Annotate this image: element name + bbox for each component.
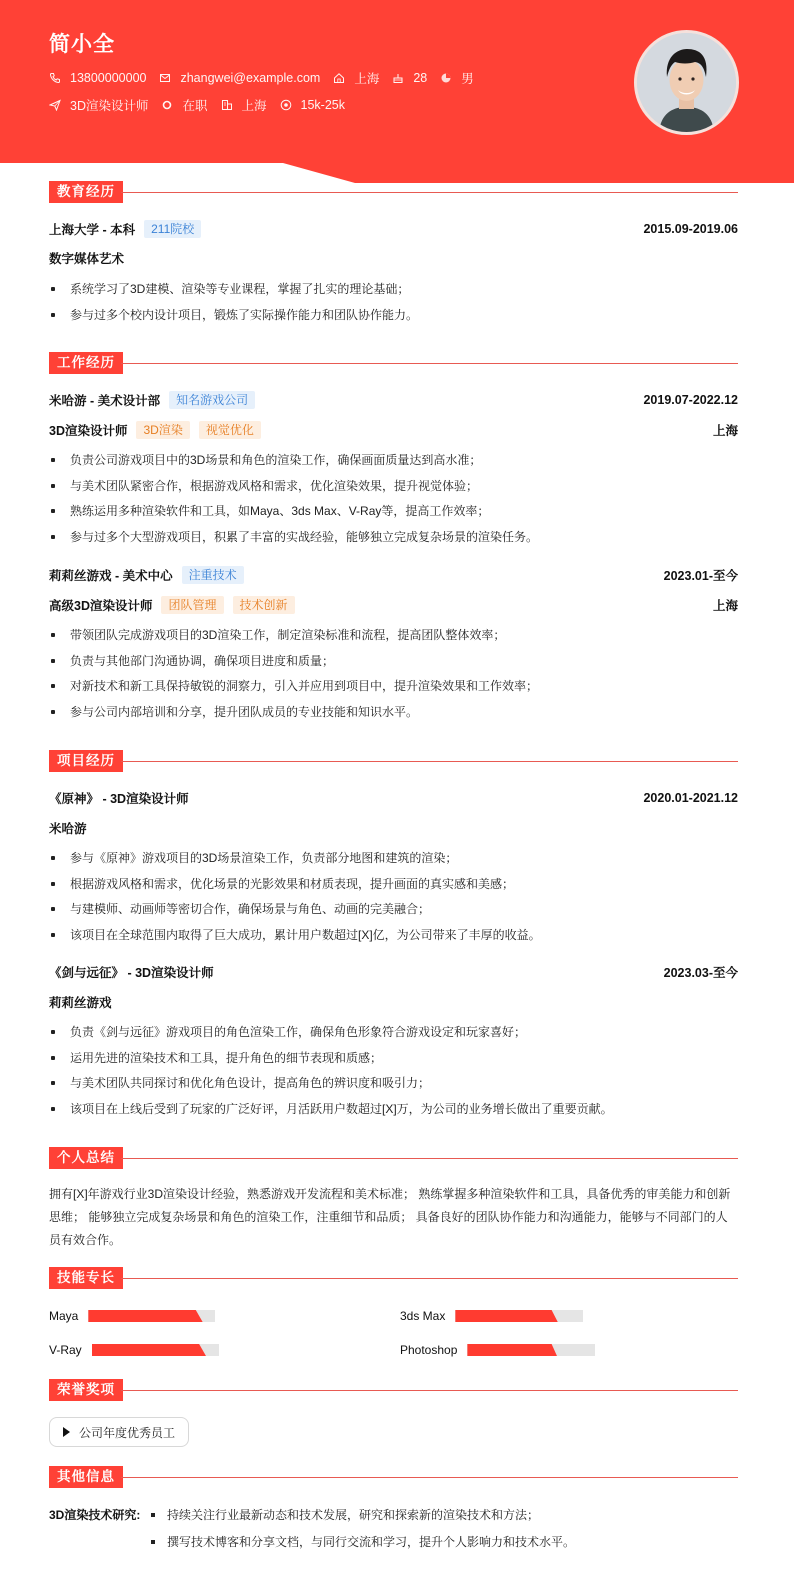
job-bullets <box>49 625 738 727</box>
email-item <box>159 71 320 85</box>
building-icon <box>221 99 233 111</box>
job-position-row <box>49 420 738 440</box>
project-date: 2023.03-至今 <box>663 966 738 980</box>
list-item: 该项目在全球范围内取得了巨大成功，累计用户数超过[X]亿，为公司带来了丰厚的收益。 <box>49 925 738 951</box>
summary-section <box>49 1147 738 1257</box>
work-city-text: 上海 <box>241 99 267 113</box>
list-item: 参与过多个大型游戏项目，积累了丰富的实战经验，能够独立完成复杂场景的渲染任务。 <box>49 527 738 553</box>
gender-item <box>440 69 474 87</box>
skill-vray <box>49 1342 219 1358</box>
school-tag: 211院校 <box>144 220 201 238</box>
skill-maya <box>49 1308 215 1324</box>
major-row <box>49 248 738 268</box>
company-name: 米哈游 - 美术设计部 <box>49 394 161 408</box>
phone-text: 13800000000 <box>70 71 147 85</box>
skill-name: Photoshop <box>400 1343 458 1357</box>
honors-section <box>49 1379 738 1454</box>
education-date: 2015.09-2019.06 <box>643 222 738 236</box>
project-name: 《原神》 - 3D渲染设计师 <box>49 792 189 806</box>
project-header-row <box>49 788 738 808</box>
list-item: 持续关注行业最新动态和技术发展，研究和探索新的渲染技术和方法； <box>149 1505 575 1532</box>
candidate-name: 简小全 <box>49 33 115 56</box>
gender-icon <box>440 72 452 84</box>
section-title: 项目经历 <box>49 750 123 772</box>
skill-bar <box>467 1344 595 1356</box>
section-heading <box>49 1466 738 1488</box>
skill-tag: 3D渲染 <box>136 421 189 439</box>
project-bullets <box>49 1022 738 1124</box>
skill-bar <box>88 1310 215 1322</box>
phone-icon <box>49 72 61 84</box>
education-section <box>49 181 738 331</box>
skill-name: V-Ray <box>49 1343 82 1357</box>
projects-section <box>49 750 738 1130</box>
other-info-label: 3D渲染技术研究: <box>49 1508 141 1522</box>
list-item: 参与公司内部培训和分享，提升团队成员的专业技能和知识水平。 <box>49 702 738 728</box>
section-heading <box>49 1267 738 1289</box>
project-company: 米哈游 <box>49 822 87 836</box>
education-row <box>49 219 738 239</box>
skill-bar-fill <box>88 1310 202 1322</box>
section-title: 工作经历 <box>49 352 123 374</box>
skill-tag: 视觉优化 <box>199 421 261 439</box>
job-date: 2019.07-2022.12 <box>643 393 738 407</box>
project-company-row <box>49 992 738 1012</box>
skill-bar <box>92 1344 219 1356</box>
home-icon <box>333 72 345 84</box>
list-item: 参与《原神》游戏项目的3D场景渲染工作，负责部分地图和建筑的渲染； <box>49 848 738 874</box>
section-divider <box>121 1477 738 1478</box>
other-info-bullets <box>149 1505 575 1559</box>
company-tag: 注重技术 <box>182 566 244 584</box>
job-header-row <box>49 565 738 585</box>
section-title: 个人总结 <box>49 1147 123 1169</box>
section-divider <box>121 192 738 193</box>
education-bullets <box>49 279 738 330</box>
skill-bar-fill <box>92 1344 206 1356</box>
job-bullets <box>49 450 738 552</box>
salary-text: 15k-25k <box>300 98 345 112</box>
list-item: 负责《剑与远征》游戏项目的角色渲染工作，确保角色形象符合游戏设定和玩家喜好； <box>49 1022 738 1048</box>
age-item <box>392 71 427 85</box>
list-item: 运用先进的渲染技术和工具，提升角色的细节表现和质感； <box>49 1048 738 1074</box>
summary-text: 拥有[X]年游戏行业3D渲染设计经验，熟悉游戏开发流程和美术标准； 熟练掌握多种渲染软件和工具，具备优秀的审美能力和创新思维； 能够独立完成复杂场景和角色的渲染工作，注重细节和品质； 具备良好的团队协作能力和沟通能力，能够与不同部门的人员有效合作。 <box>49 1187 731 1247</box>
skill-bar <box>455 1310 583 1322</box>
job-date: 2023.01-至今 <box>663 569 738 583</box>
city-item <box>333 69 379 87</box>
company-tag: 知名游戏公司 <box>169 391 255 409</box>
section-title: 技能专长 <box>49 1267 123 1289</box>
mail-icon <box>159 72 171 84</box>
skill-bar-fill <box>467 1344 557 1356</box>
position-item <box>49 96 148 114</box>
gender-text: 男 <box>461 72 474 86</box>
list-item: 对新技术和新工具保持敏锐的洞察力，引入并应用到项目中，提升渲染效果和工作效率； <box>49 676 738 702</box>
award-text: 公司年度优秀员工 <box>79 1425 176 1440</box>
skill-tag: 技术创新 <box>233 596 295 614</box>
section-heading <box>49 352 738 374</box>
play-icon <box>63 1427 70 1437</box>
list-item: 带领团队完成游戏项目的3D渲染工作，制定渲染标准和流程，提高团队整体效率； <box>49 625 738 651</box>
award-item[interactable] <box>49 1417 189 1447</box>
section-divider <box>121 1278 738 1279</box>
school-name: 上海大学 - 本科 <box>49 223 136 237</box>
contact-row <box>49 69 487 87</box>
skill-3dsmax <box>400 1308 583 1324</box>
salary-item <box>280 98 345 112</box>
project-company-row <box>49 818 738 838</box>
salary-icon <box>280 99 292 111</box>
list-item: 参与过多个校内设计项目，锻炼了实际操作能力和团队协作能力。 <box>49 305 738 331</box>
list-item: 负责公司游戏项目中的3D场景和角色的渲染工作，确保画面质量达到高水准； <box>49 450 738 476</box>
section-title: 教育经历 <box>49 181 123 203</box>
job-intent-row <box>49 96 358 114</box>
section-divider <box>121 1390 738 1391</box>
company-name: 莉莉丝游戏 - 美术中心 <box>49 569 173 583</box>
avatar-photo <box>637 33 736 132</box>
list-item: 该项目在上线后受到了玩家的广泛好评，月活跃用户数超过[X]万，为公司的业务增长做出了重要贡献。 <box>49 1099 738 1125</box>
position-text: 3D渲染设计师 <box>70 99 149 113</box>
section-heading <box>49 181 738 203</box>
skill-name: 3ds Max <box>400 1309 446 1323</box>
phone-item <box>49 71 146 85</box>
skill-name: Maya <box>49 1309 79 1323</box>
resume-header <box>0 0 794 184</box>
skill-tag: 团队管理 <box>161 596 223 614</box>
skill-bar-fill <box>455 1310 557 1322</box>
job-position-row <box>49 595 738 615</box>
job-location: 上海 <box>712 424 738 438</box>
skills-section <box>49 1267 738 1367</box>
list-item: 负责与其他部门沟通协调，确保项目进度和质量； <box>49 651 738 677</box>
avatar <box>634 30 739 135</box>
list-item: 与建模师、动画师等密切合作，确保场景与角色、动画的完美融合； <box>49 899 738 925</box>
section-heading <box>49 750 738 772</box>
section-title: 其他信息 <box>49 1466 123 1488</box>
list-item: 根据游戏风格和需求，优化场景的光影效果和材质表现，提升画面的真实感和美感； <box>49 874 738 900</box>
list-item: 撰写技术博客和分享文档，与同行交流和学习，提升个人影响力和技术水平。 <box>149 1532 575 1559</box>
work-section <box>49 352 738 732</box>
section-divider <box>121 761 738 762</box>
city-text: 上海 <box>354 72 380 86</box>
section-divider <box>121 1158 738 1159</box>
list-item: 与美术团队共同探讨和优化角色设计，提高角色的辨识度和吸引力； <box>49 1073 738 1099</box>
major-name: 数字媒体艺术 <box>49 252 125 266</box>
section-heading <box>49 1147 738 1169</box>
section-heading <box>49 1379 738 1401</box>
list-item: 与美术团队紧密合作，根据游戏风格和需求，优化渲染效果，提升视觉体验； <box>49 476 738 502</box>
work-city-item <box>221 96 267 114</box>
other-section <box>49 1466 738 1566</box>
project-bullets <box>49 848 738 950</box>
section-title: 荣誉奖项 <box>49 1379 123 1401</box>
list-item: 系统学习了3D建模、渲染等专业课程，掌握了扎实的理论基础； <box>49 279 738 305</box>
job-header-row <box>49 390 738 410</box>
project-name: 《剑与远征》 - 3D渲染设计师 <box>49 966 214 980</box>
email-text: zhangwei@example.com <box>180 71 321 85</box>
status-item <box>161 96 207 114</box>
section-divider <box>121 363 738 364</box>
age-text: 28 <box>413 71 428 85</box>
send-icon <box>49 99 61 111</box>
job-position: 高级3D渲染设计师 <box>49 599 153 613</box>
skill-photoshop <box>400 1342 595 1358</box>
status-icon <box>161 99 173 111</box>
cake-icon <box>392 72 404 84</box>
job-location: 上海 <box>712 599 738 613</box>
status-text: 在职 <box>182 99 208 113</box>
job-position: 3D渲染设计师 <box>49 424 128 438</box>
project-header-row <box>49 962 738 982</box>
list-item: 熟练运用多种渲染软件和工具，如Maya、3ds Max、V-Ray等，提高工作效率； <box>49 501 738 527</box>
project-date: 2020.01-2021.12 <box>643 791 738 805</box>
project-company: 莉莉丝游戏 <box>49 996 112 1010</box>
